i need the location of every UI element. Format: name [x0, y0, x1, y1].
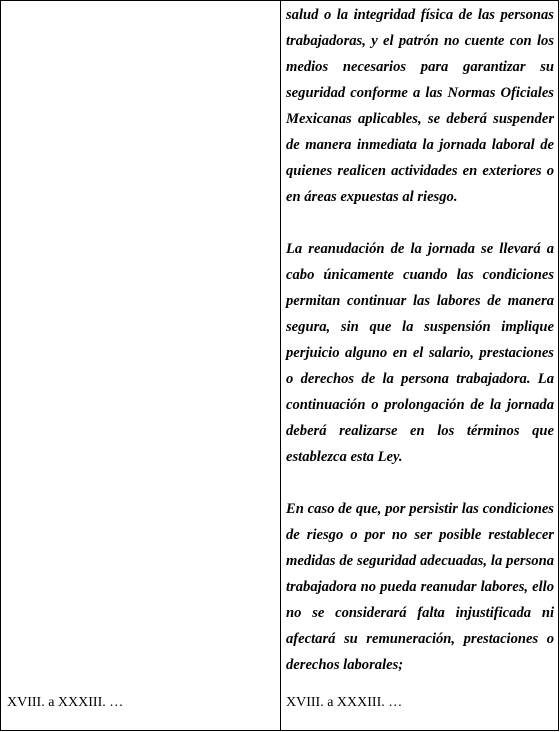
right-column-proposed-text: [281, 1, 558, 730]
paragraph-reanudacion: La reanudación de la jornada se llevará a cabo únicamente cuando las condiciones permitan continuar las labores de manera segura, sin que la suspensión implique perjuicio alguno en el salario, prestaciones o derechos de la persona trabajadora. La continuación o prolongación de la jornada deberá realizarse en los términos que establezca esta Ley.: [286, 241, 554, 465]
paragraph-falta-injustificada: En caso de que, por persistir las condiciones de riesgo o por no ser posible restablecer medidas de seguridad adecuadas, la persona trabajadora no pueda reanudar labores, ello no se considerará falta injustificada ni afectará su remuneración, prestaciones o derechos laborales;: [286, 501, 554, 673]
left-column-current-text: [1, 1, 281, 730]
left-footer-fractions: XVIII. a XXXIII. …: [7, 695, 124, 710]
right-footer-fractions: XVIII. a XXXIII. …: [286, 695, 403, 710]
paragraph-suspension: salud o la integridad física de las personas trabajadoras, y el patrón no cuente con los medios necesarios para garantizar su seguridad conforme a las Normas Oficiales Mexicanas aplicables, se deberá suspender de manera inmediata la jornada laboral de quienes realicen actividades en exteriores o en áreas expuestas al riesgo.: [286, 7, 554, 205]
